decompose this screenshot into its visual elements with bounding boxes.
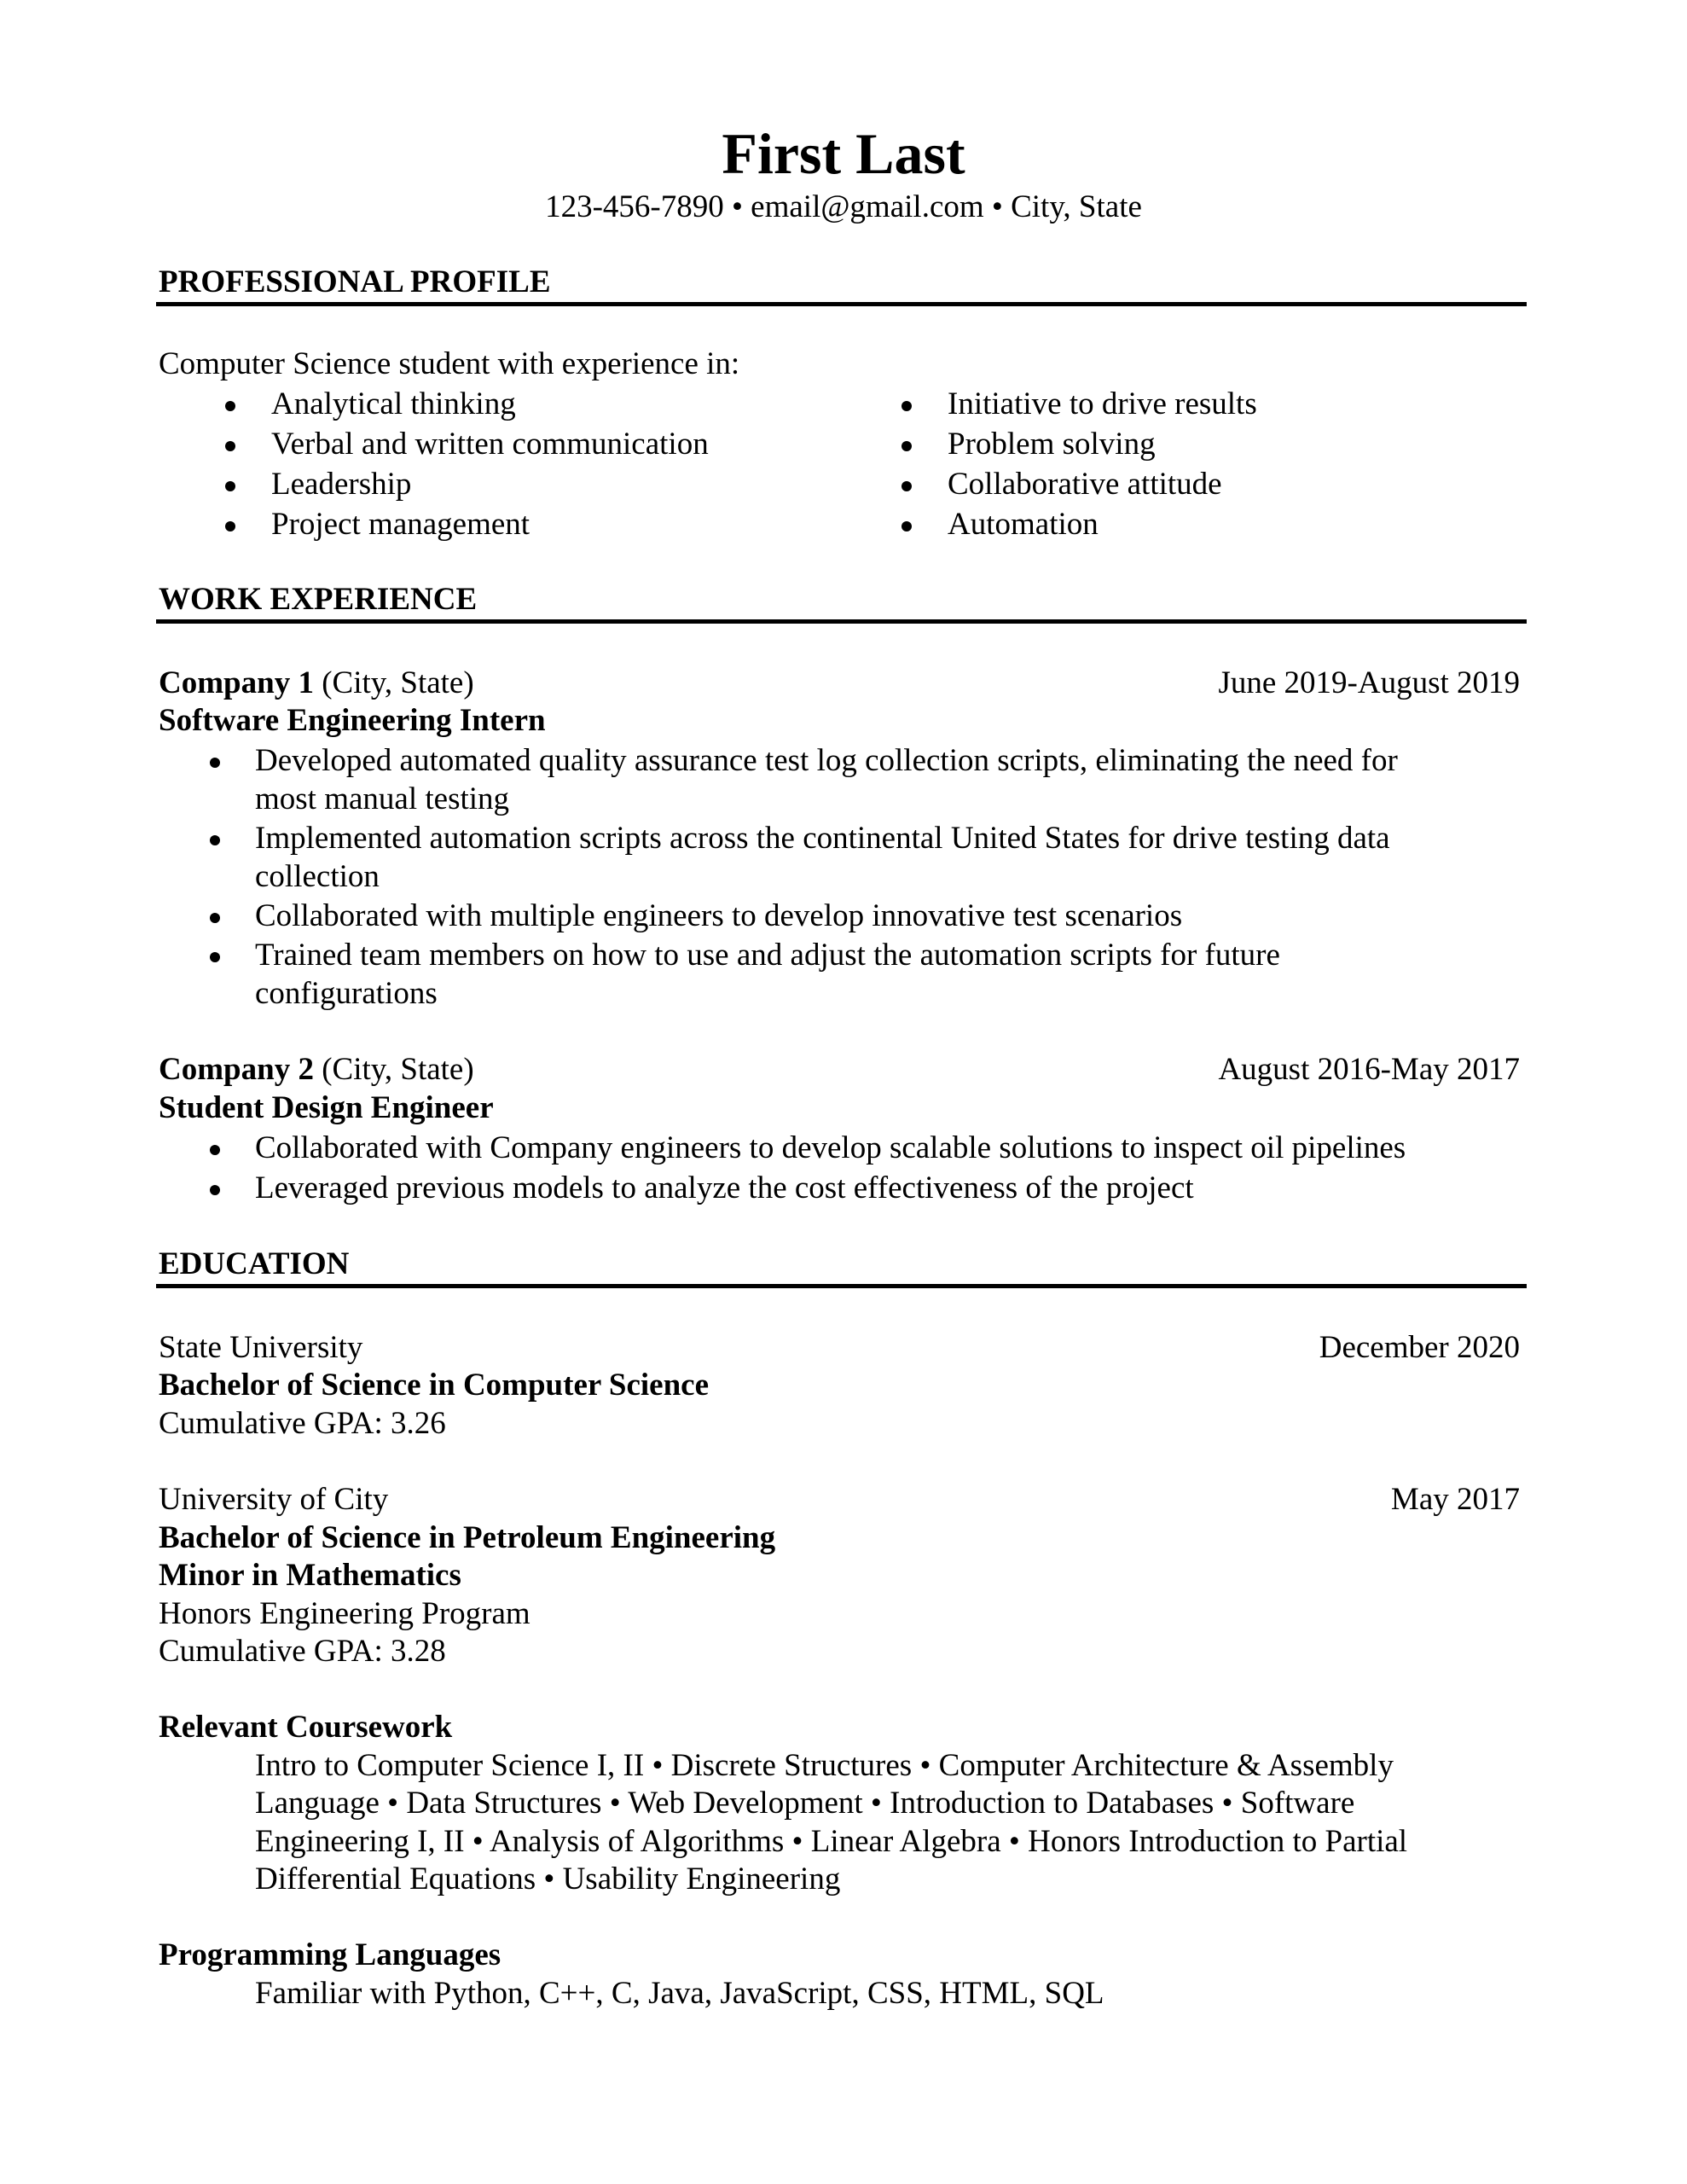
bullet-icon — [225, 441, 235, 451]
skill-item: Initiative to drive results — [948, 386, 1257, 421]
skill-item: Automation — [948, 507, 1099, 542]
school-date: May 2017 — [1390, 1482, 1520, 1517]
bullet-icon — [225, 521, 235, 531]
job-bullet-line: Developed automated quality assurance test log collection scripts, eliminating the need for — [255, 743, 1398, 778]
coursework-line: Engineering I, II • Analysis of Algorithms • Linear Algebra • Honors Introduction to Partial — [255, 1824, 1408, 1859]
bullet-icon — [210, 1145, 220, 1155]
languages-text: Familiar with Python, C++, C, Java, JavaScript, CSS, HTML, SQL — [255, 1976, 1104, 2011]
section-divider — [156, 1284, 1527, 1288]
job-bullet-line: Collaborated with Company engineers to develop scalable solutions to inspect oil pipelines — [255, 1130, 1406, 1165]
job-bullet-line: Trained team members on how to use and adjust the automation scripts for future — [255, 938, 1280, 973]
job-dates: June 2019-August 2019 — [1218, 665, 1520, 700]
skill-item: Leadership — [271, 467, 412, 502]
job-company-line — [159, 1050, 474, 1089]
school-date: December 2020 — [1319, 1330, 1520, 1365]
honors-program: Honors Engineering Program — [159, 1596, 530, 1631]
coursework-title: Relevant Coursework — [159, 1710, 453, 1745]
job-bullet-line: collection — [255, 859, 380, 894]
job-bullet-line: most manual testing — [255, 781, 510, 816]
company-location: (City, State) — [313, 665, 474, 700]
section-title-profile: PROFESSIONAL PROFILE — [159, 264, 551, 299]
degree: Bachelor of Science in Computer Science — [159, 1368, 710, 1403]
profile-intro: Computer Science student with experience in: — [159, 346, 740, 381]
bullet-icon — [901, 441, 912, 451]
job-bullet-line: Implemented automation scripts across the continental United States for drive testing data — [255, 821, 1390, 856]
bullet-icon — [901, 401, 912, 411]
section-divider — [156, 302, 1527, 306]
skill-item: Analytical thinking — [271, 386, 516, 421]
minor: Minor in Mathematics — [159, 1558, 461, 1593]
job-company-line — [159, 664, 474, 702]
bullet-icon — [210, 913, 220, 923]
company-name: Company 1 — [159, 665, 314, 700]
resume-name: First Last — [722, 121, 965, 186]
job-dates: August 2016-May 2017 — [1218, 1052, 1520, 1087]
job-bullet-line: Collaborated with multiple engineers to develop innovative test scenarios — [255, 898, 1183, 933]
skill-item: Project management — [271, 507, 530, 542]
degree: Bachelor of Science in Petroleum Engineering — [159, 1520, 776, 1555]
skill-item: Collaborative attitude — [948, 467, 1222, 502]
coursework-line: Language • Data Structures • Web Development • Introduction to Databases • Software — [255, 1786, 1355, 1821]
bullet-icon — [901, 481, 912, 491]
gpa: Cumulative GPA: 3.28 — [159, 1634, 446, 1669]
section-title-work: WORK EXPERIENCE — [159, 582, 478, 617]
skill-item: Verbal and written communication — [271, 427, 709, 462]
contact-line: 123-456-7890 • email@gmail.com • City, State — [545, 189, 1142, 224]
section-title-education: EDUCATION — [159, 1246, 350, 1281]
bullet-icon — [225, 401, 235, 411]
bullet-icon — [210, 835, 220, 845]
school-name: State University — [159, 1330, 363, 1365]
bullet-icon — [210, 758, 220, 768]
company-name: Company 2 — [159, 1052, 314, 1087]
coursework-line: Intro to Computer Science I, II • Discrete Structures • Computer Architecture & Assembly — [255, 1748, 1394, 1783]
section-divider — [156, 619, 1527, 624]
coursework-line: Differential Equations • Usability Engineering — [255, 1862, 841, 1896]
bullet-icon — [901, 521, 912, 531]
job-bullet-line: configurations — [255, 976, 438, 1011]
bullet-icon — [210, 952, 220, 962]
bullet-icon — [210, 1185, 220, 1195]
gpa: Cumulative GPA: 3.26 — [159, 1406, 446, 1441]
job-role: Software Engineering Intern — [159, 703, 546, 738]
job-bullet-line: Leveraged previous models to analyze the cost effectiveness of the project — [255, 1170, 1194, 1205]
company-location: (City, State) — [313, 1052, 474, 1087]
bullet-icon — [225, 481, 235, 491]
languages-title: Programming Languages — [159, 1937, 501, 1972]
job-role: Student Design Engineer — [159, 1090, 494, 1125]
school-name: University of City — [159, 1482, 389, 1517]
skill-item: Problem solving — [948, 427, 1156, 462]
